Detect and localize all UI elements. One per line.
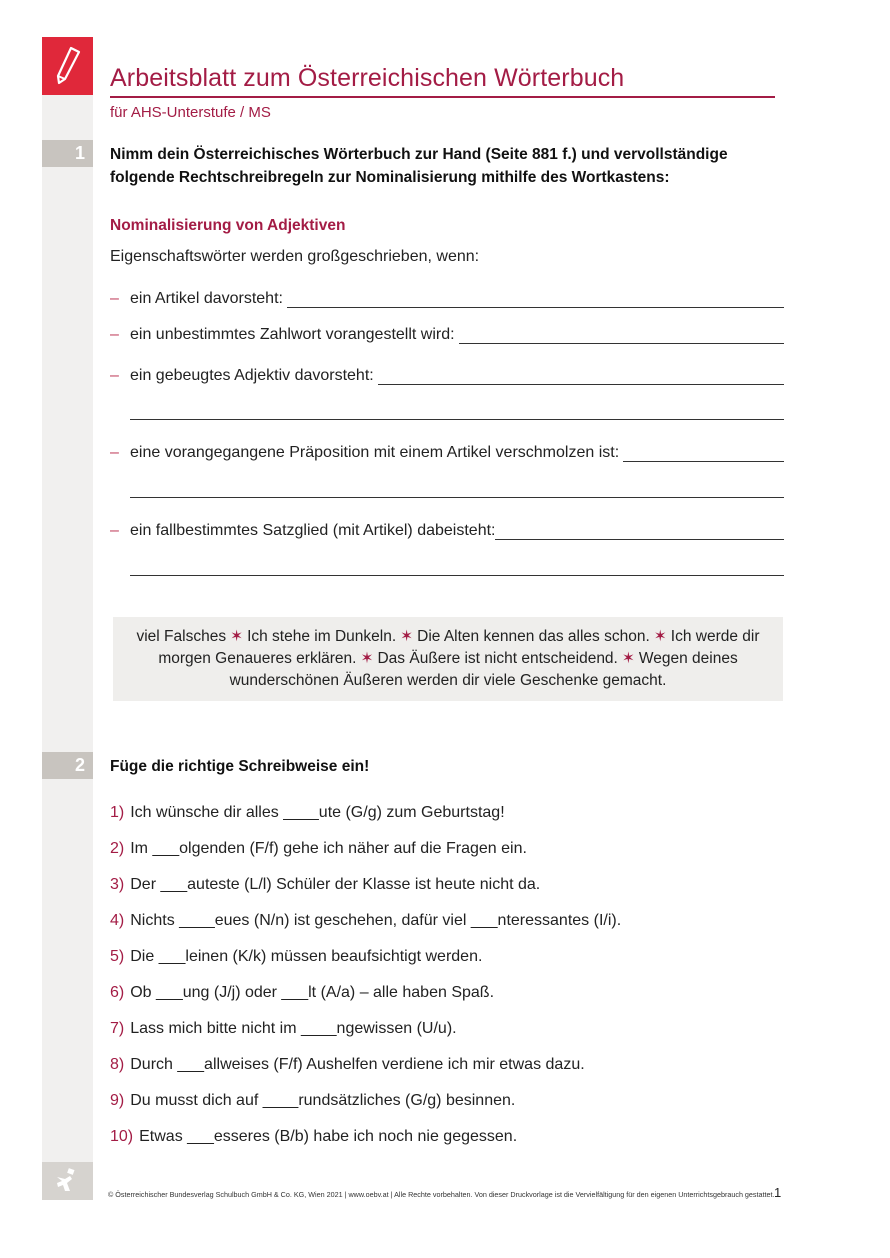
word-box [113,617,783,701]
exercise-number: 7) [110,1020,125,1037]
exercise-number: 3) [110,876,125,893]
exercise-number: 2) [110,840,125,857]
footer-logo-box [42,1162,93,1200]
side-strip [42,95,93,1200]
exercise-number: 10) [110,1128,134,1145]
task-number-1: 1 [42,140,93,167]
star-separator-icon: ✶ [400,628,414,645]
exercise-text: Nichts ____eues (N/n) ist geschehen, dafür viel ___nteressantes (I/i). [130,912,622,929]
rules-intro: Eigenschaftswörter werden großgeschrieben, wenn: [110,248,480,265]
word-box-item: viel Falsches [136,628,227,645]
task-2-instruction: Füge die richtige Schreibweise ein! [110,758,370,775]
answer-line-extra[interactable] [130,575,784,576]
rule-row [110,438,784,462]
exercise-item [110,984,494,1002]
exercise-text: Im ___olgenden (F/f) gehe ich näher auf die Fragen ein. [130,840,527,857]
word-box-item: Ich werde dir morgen Genaueres erklären. [158,628,760,667]
exercise-number: 9) [110,1092,125,1109]
exercise-text: Lass mich bitte nicht im ____ngewissen (U/u). [130,1020,457,1037]
page-title: Arbeitsblatt zum Österreichischen Wörterbuch [110,64,625,92]
exercise-number: 1) [110,804,125,821]
page-subtitle: für AHS-Unterstufe / MS [110,104,271,121]
answer-blank[interactable] [378,366,784,385]
exercise-item [110,804,505,822]
page-number: 1 [774,1185,782,1200]
rule-label: ein Artikel davorsteht: [130,290,283,307]
exercise-item [110,1128,517,1146]
section-heading: Nominalisierung von Adjektiven [110,217,346,234]
publisher-logo-icon [54,1168,80,1194]
answer-line-extra[interactable] [130,497,784,498]
rule-label: ein unbestimmtes Zahlwort vorangestellt wird: [130,326,455,343]
rule-row [110,361,784,385]
answer-blank[interactable] [459,325,784,344]
exercise-item [110,948,482,966]
exercise-number: 5) [110,948,125,965]
rule-row [110,516,784,540]
exercise-item [110,912,621,930]
dash-bullet: – [110,522,119,539]
exercise-item [110,1056,585,1074]
dash-bullet: – [110,367,119,384]
exercise-text: Durch ___allweises (F/f) Aushelfen verdiene ich mir etwas dazu. [130,1056,585,1073]
word-box-item: Ich stehe im Dunkeln. [247,628,397,645]
dash-bullet: – [110,290,119,307]
word-box-item: Die Alten kennen das alles schon. [417,628,650,645]
exercise-number: 6) [110,984,125,1001]
rule-label: eine vorangegangene Präposition mit einem Artikel verschmolzen ist: [130,444,620,461]
rule-label: ein gebeugtes Adjektiv davorsteht: [130,367,374,384]
task-number-2: 2 [42,752,93,779]
logo-box [42,37,93,95]
exercise-number: 4) [110,912,125,929]
word-box-item: Das Äußere ist nicht entscheidend. [377,650,618,667]
rule-label: ein fallbestimmtes Satzglied (mit Artikel) dabeisteht: [130,522,496,539]
pencil-icon [53,45,83,87]
dash-bullet: – [110,444,119,461]
exercise-item [110,1092,515,1110]
answer-blank[interactable] [287,289,784,308]
exercise-text: Etwas ___esseres (B/b) habe ich noch nie gegessen. [139,1128,518,1145]
exercise-text: Ich wünsche dir alles ____ute (G/g) zum Geburtstag! [130,804,505,821]
word-box-item: Wegen deines wunderschönen Äußeren werden dir viele Geschenke gemacht. [229,650,738,689]
title-underline [110,96,775,98]
exercise-text: Du musst dich auf ____rundsätzliches (G/g) besinnen. [130,1092,516,1109]
exercise-item [110,1020,457,1038]
dash-bullet: – [110,326,119,343]
answer-blank[interactable] [495,521,784,540]
exercise-item [110,840,527,858]
star-separator-icon: ✶ [230,628,244,645]
answer-line-extra[interactable] [130,419,784,420]
task-1-instruction-line2: folgende Rechtschreibregeln zur Nominalisierung mithilfe des Wortkastens: [110,169,670,186]
task-1-instruction [110,143,728,189]
star-separator-icon: ✶ [621,650,635,667]
copyright-notice: © Österreichischer Bundesverlag Schulbuch GmbH & Co. KG, Wien 2021 | www.oebv.at | Alle Rechte vorbehalten. Von dieser Druckvorlage ist die Vervielfältigung für den eigenen Unterrichtsgebrauch gestattet. [108,1190,775,1199]
exercise-text: Der ___auteste (L/l) Schüler der Klasse ist heute nicht da. [130,876,541,893]
answer-blank[interactable] [623,443,784,462]
exercise-number: 8) [110,1056,125,1073]
star-separator-icon: ✶ [360,650,374,667]
exercise-item [110,876,540,894]
exercise-text: Die ___leinen (K/k) müssen beaufsichtigt werden. [130,948,483,965]
rule-row [110,284,784,308]
star-separator-icon: ✶ [653,628,667,645]
task-1-instruction-line1: Nimm dein Österreichisches Wörterbuch zur Hand (Seite 881 f.) und vervollständige [110,146,728,163]
exercise-text: Ob ___ung (J/j) oder ___lt (A/a) – alle haben Spaß. [130,984,495,1001]
rule-row [110,320,784,344]
